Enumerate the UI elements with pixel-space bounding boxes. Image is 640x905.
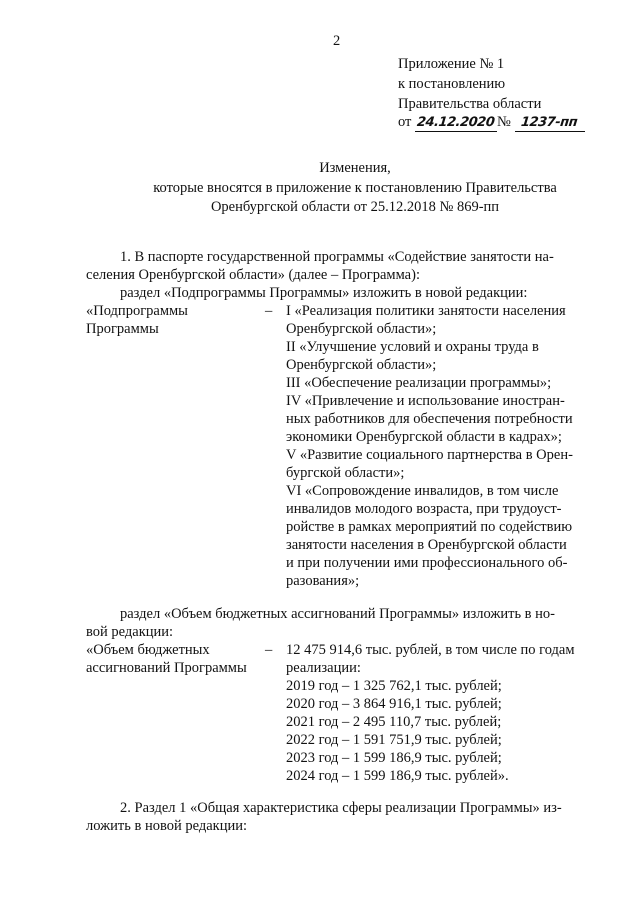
subprogram-line: Оренбургской области»;	[286, 357, 437, 373]
subprogram-line: инвалидов молодого возраста, при трудоуст-	[286, 501, 562, 517]
appendix-line-1: Приложение № 1	[398, 56, 505, 72]
budget-line: 2023 год – 1 599 186,9 тыс. рублей;	[286, 750, 502, 766]
budget-line: реализации:	[286, 660, 361, 676]
title-line-2: которые вносятся в приложение к постановлению Правительства	[153, 180, 557, 196]
appendix-date-line	[398, 114, 585, 132]
budget-label-line-2: ассигнований Программы	[86, 660, 247, 676]
item-1-line-1: 1. В паспорте государственной программы «Содействие занятости на-	[120, 249, 554, 265]
subprograms-label-line-2: Программы	[86, 321, 159, 337]
handwritten-date: 24.12.2020	[416, 115, 496, 130]
subprogram-line: III «Обеспечение реализации программы»;	[286, 375, 552, 391]
subprogram-line: VI «Сопровождение инвалидов, в том числе	[286, 483, 559, 499]
page-number: 2	[333, 33, 341, 49]
budget-line: 12 475 914,6 тыс. рублей, в том числе по годам	[286, 642, 575, 658]
subprogram-line: II «Улучшение условий и охраны труда в	[286, 339, 539, 355]
item-2-line-1: 2. Раздел 1 «Общая характеристика сферы реализации Программы» из-	[120, 800, 562, 816]
item-1-line-3: раздел «Подпрограммы Программы» изложить в новой редакции:	[120, 285, 528, 301]
subprograms-label-line-1: «Подпрограммы	[86, 303, 188, 319]
item-2-line-2: ложить в новой редакции:	[86, 818, 248, 834]
budget-intro-line-2: вой редакции:	[86, 624, 174, 640]
appendix-line-3: Правительства области	[398, 96, 542, 112]
subprogram-line: IV «Привлечение и использование иностран-	[286, 393, 565, 409]
handwritten-number: 1237-пп	[520, 115, 579, 130]
title-line-3: Оренбургской области от 25.12.2018 № 869-пп	[210, 199, 500, 215]
budget-line: 2022 год – 1 591 751,9 тыс. рублей;	[286, 732, 502, 748]
subprogram-line: ных работников для обеспечения потребности	[286, 411, 573, 427]
ot-label: от	[398, 114, 412, 130]
subprogram-line: бургской области»;	[286, 465, 405, 481]
budget-label-line-1: «Объем бюджетных	[86, 642, 210, 658]
subprogram-line: и при получении ими профессионального об-	[286, 555, 568, 571]
item-1-line-2: селения Оренбургской области» (далее – Программа):	[86, 267, 420, 283]
number-label: №	[497, 114, 511, 130]
budget-line: 2020 год – 3 864 916,1 тыс. рублей;	[286, 696, 502, 712]
budget-line: 2021 год – 2 495 110,7 тыс. рублей;	[286, 714, 502, 730]
subprogram-line: занятости населения в Оренбургской области	[286, 537, 567, 553]
number-field	[515, 114, 585, 132]
subprogram-line: I «Реализация политики занятости населения	[286, 303, 566, 319]
budget-dash: –	[265, 642, 273, 658]
subprogram-line: ройстве в рамках мероприятий по содействию	[286, 519, 573, 535]
appendix-line-2: к постановлению	[398, 76, 506, 92]
budget-line: 2024 год – 1 599 186,9 тыс. рублей».	[286, 768, 509, 784]
budget-line: 2019 год – 1 325 762,1 тыс. рублей;	[286, 678, 502, 694]
subprograms-dash: –	[265, 303, 273, 319]
subprogram-line: разования»;	[286, 573, 360, 589]
date-field	[415, 114, 497, 132]
subprogram-line: Оренбургской области»;	[286, 321, 437, 337]
budget-intro-line-1: раздел «Объем бюджетных ассигнований Программы» изложить в но-	[120, 606, 555, 622]
title-line-1: Изменения,	[319, 160, 391, 176]
subprogram-line: V «Развитие социального партнерства в Орен-	[286, 447, 573, 463]
subprogram-line: экономики Оренбургской области в кадрах»;	[286, 429, 562, 445]
